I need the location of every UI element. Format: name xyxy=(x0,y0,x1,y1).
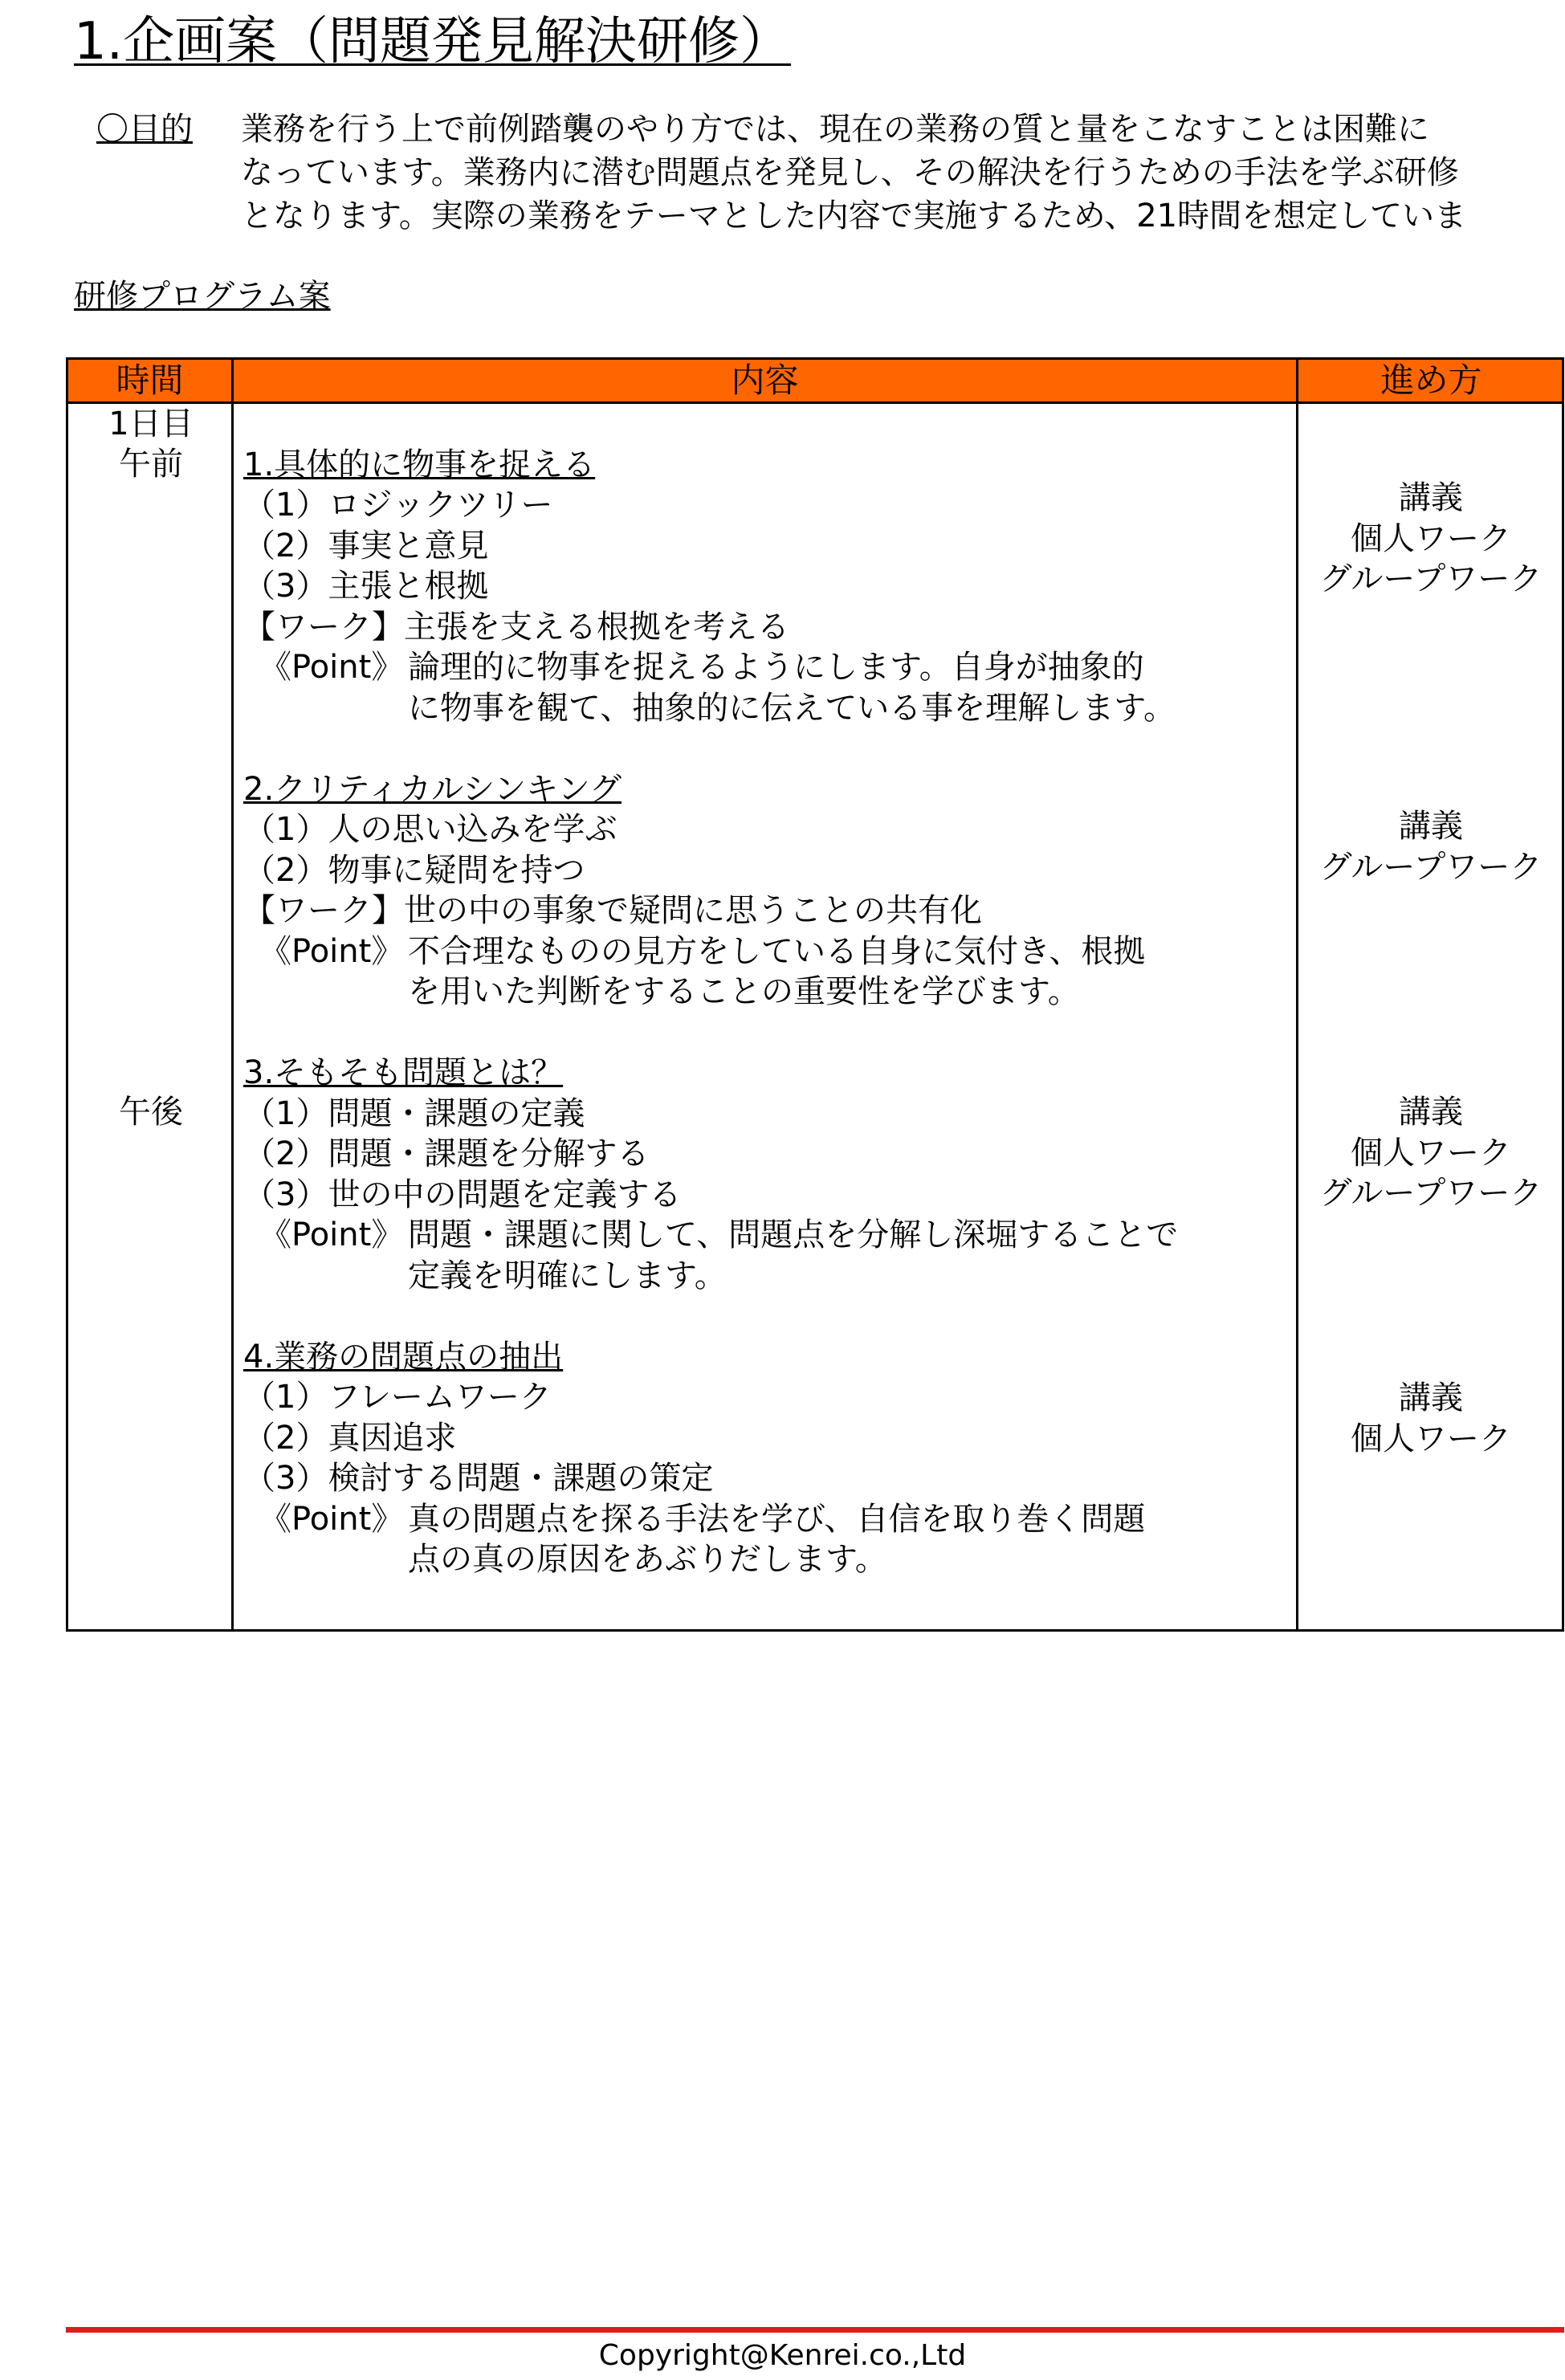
program-table xyxy=(66,357,1564,1632)
method-item: 講義 xyxy=(1399,1380,1463,1416)
method-item: グループワーク xyxy=(1319,1175,1543,1212)
method-item: 個人ワーク xyxy=(1351,1134,1511,1172)
point-text: 真の問題点を探る手法を学び、自信を取り巻く問題 xyxy=(408,1500,1146,1538)
point-label: 《Point》 xyxy=(259,1216,404,1253)
method-item: グループワーク xyxy=(1319,560,1543,597)
purpose-label: 〇目的 xyxy=(96,111,193,148)
time-afternoon: 午後 xyxy=(119,1094,183,1131)
section-item: （3）世の中の問題を定義する xyxy=(243,1176,682,1213)
point-text: 点の真の原因をあぶりだします。 xyxy=(408,1541,887,1578)
section-title: 1.具体的に物事を捉える xyxy=(243,446,596,483)
point-text: 問題・課題に関して、問題点を分解し深堀することで xyxy=(408,1216,1179,1253)
header-content: 内容 xyxy=(731,361,799,400)
method-item: 講義 xyxy=(1399,808,1463,845)
section-item: （1）フレームワーク xyxy=(243,1379,552,1416)
section-item: （1）ロジックツリー xyxy=(243,487,553,524)
footer-rule xyxy=(66,2327,1564,2333)
method-item: グループワーク xyxy=(1319,848,1543,886)
method-item: 講義 xyxy=(1399,479,1463,516)
section-item: （2）物事に疑問を持つ xyxy=(243,851,585,889)
purpose-line: なっています。業務内に潜む問題点を発見し、その解決を行うための手法を学ぶ研修 xyxy=(241,154,1459,191)
header-method: 進め方 xyxy=(1380,361,1482,400)
section-item: （3）主張と根拠 xyxy=(243,568,489,605)
footer-copyright: Copyright@Kenrei.co.,Ltd xyxy=(598,2339,967,2372)
time-morning: 午前 xyxy=(119,446,183,483)
purpose-text xyxy=(241,108,1558,238)
point-label: 《Point》 xyxy=(259,1500,404,1538)
method-item: 個人ワーク xyxy=(1351,520,1511,557)
point-text: 不合理なものの見方をしている自身に気付き、根拠 xyxy=(408,932,1146,970)
section-item: （3）検討する問題・課題の策定 xyxy=(243,1460,714,1497)
point-row xyxy=(243,647,1287,688)
point-row xyxy=(243,1215,1287,1256)
time-day: 1日目 xyxy=(108,405,194,442)
section-title: 4.業務の問題点の抽出 xyxy=(243,1338,564,1375)
header-time: 時間 xyxy=(116,361,184,400)
purpose-line: となります。実際の業務をテーマとした内容で実施するため、21時間を想定していま xyxy=(241,198,1467,234)
section-item: （2）真因追求 xyxy=(243,1419,457,1457)
point-label: 《Point》 xyxy=(259,932,404,970)
point-text: に物事を観て、抽象的に伝えている事を理解します。 xyxy=(408,689,1176,727)
section-item: （1）問題・課題の定義 xyxy=(243,1094,585,1132)
point-text: 定義を明確にします。 xyxy=(408,1257,727,1294)
method-block xyxy=(1300,806,1562,887)
section-item: （2）問題・課題を分解する xyxy=(243,1135,650,1172)
section-item: （2）事実と意見 xyxy=(243,527,489,564)
method-item: 講義 xyxy=(1399,1094,1463,1131)
purpose-line: 業務を行う上で前例踏襲のやり方では、現在の業務の質と量をこなすことは困難に xyxy=(241,111,1429,148)
point-text: 論理的に物事を捉えるようにします。自身が抽象的 xyxy=(408,649,1144,686)
method-item: 個人ワーク xyxy=(1351,1420,1511,1457)
section-item: （1）人の思い込みを学ぶ xyxy=(243,811,617,848)
column-divider xyxy=(231,360,234,1629)
content-column xyxy=(243,404,1287,1580)
point-label: 《Point》 xyxy=(259,649,404,686)
point-text: を用いた判断をすることの重要性を学びます。 xyxy=(408,973,1080,1010)
point-row xyxy=(243,1499,1287,1540)
page-title: 1.企画案（問題発見解決研修） xyxy=(74,12,792,71)
method-block xyxy=(1300,1092,1562,1214)
point-row xyxy=(243,931,1287,972)
program-heading: 研修プログラム案 xyxy=(74,278,331,315)
section-work: 【ワーク】主張を支える根拠を考える xyxy=(243,608,789,646)
section-title: 3.そもそも問題とは？ xyxy=(243,1054,564,1091)
column-divider xyxy=(1296,360,1298,1629)
section-title: 2.クリティカルシンキング xyxy=(243,770,622,808)
section-work: 【ワーク】世の中の事象で疑問に思うことの共有化 xyxy=(243,892,982,929)
method-block xyxy=(1300,478,1562,600)
method-block xyxy=(1300,1378,1562,1459)
